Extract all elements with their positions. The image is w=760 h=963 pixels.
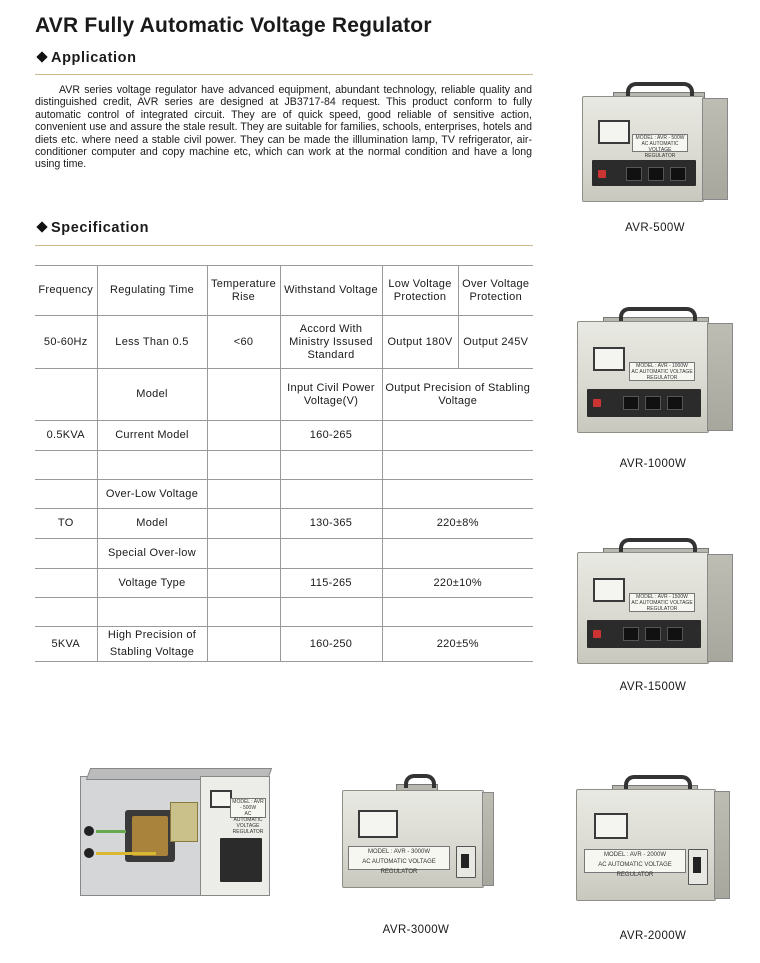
table-cell [207,569,280,598]
table-row [35,451,533,480]
table-cell: 50-60Hz [43,335,88,348]
table-cell: 5KVA [51,637,80,650]
table-cell: 220±5% [382,627,533,662]
table-cell: Over-Low Voltage [97,480,207,509]
table-cell [280,598,382,627]
table-cell: Model [97,369,207,421]
table-row [35,266,533,316]
table-cell: 220±8% [382,509,533,539]
table-cell [35,451,97,480]
table-cell: Over Voltage Protection [458,266,533,316]
table-cell [35,539,97,569]
model-plate: MODEL : AVR - 1000W AC AUTOMATIC VOLTAGE REGULATOR [629,362,695,381]
table-row [35,316,533,369]
table-cell [207,421,280,451]
table-cell: Less Than 0.5 [97,316,207,369]
table-cell: 220±10% [382,569,533,598]
table-cell: Input Civil Power Voltage(V) [280,369,382,421]
table-cell: 130-365 [280,509,382,539]
table-cell [280,539,382,569]
specification-table [35,265,533,662]
table-cell: Current Model [97,421,207,451]
table-cell: Accord With Ministry Issused Standard [280,316,382,369]
model-plate: MODEL : AVR - 1500W AC AUTOMATIC VOLTAGE REGULATOR [629,593,695,612]
product-caption: AVR-2000W [619,930,687,942]
table-cell [382,421,533,451]
table-cell [382,598,533,627]
specification-heading: Specification [36,220,149,236]
table-cell: High Precision of Stabling Voltage [97,627,207,662]
table-cell: 0.5KVA [46,429,85,441]
table-cell [280,480,382,509]
table-cell [35,598,97,627]
table-cell: Special Over-low [97,539,207,569]
table-cell [207,627,280,662]
table-cell [97,598,207,627]
product-caption: AVR-3000W [382,924,450,936]
model-plate: MODEL : AVR - 2000W AC AUTOMATIC VOLTAGE REGULATOR [584,849,686,873]
table-cell [207,598,280,627]
product-caption: AVR-1500W [619,681,687,693]
table-cell [280,451,382,480]
table-cell [97,451,207,480]
table-row [35,569,533,598]
table-cell [207,451,280,480]
table-cell [207,369,280,421]
table-cell: Voltage Type [97,569,207,598]
table-cell [382,451,533,480]
table-cell: TO [57,517,74,529]
table-cell [35,569,97,598]
table-cell: Regulating Time [97,266,207,316]
table-cell: Frequency [38,284,94,296]
table-row [35,421,533,451]
table-cell: Model [97,509,207,539]
table-cell: Temperature Rise [207,266,280,316]
table-row [35,539,533,569]
table-cell [207,539,280,569]
table-cell: Low Voltage Protection [382,266,458,316]
application-text: AVR series voltage regulator have advanced equipment, abundant technology, reliable quality and distinguished credit, AVR series are designed at JB3717-84 request. This product conform to fully automatic control of integrated circuit. They are of quick speed, good reliable of sensitive action, convenient use and assure the stale result. They are suitable for families, schools, enterprises, hotels and diets etc. where need a stable civil power. They can be made the illlumination lamp, TV refrigerator, air-conditioner computer and copy machine etc, which can work at the normal condition and have a long using time. [35,84,532,171]
product-image-avr-500w [578,82,730,202]
table-row [35,509,533,539]
application-heading: Application [36,50,137,66]
table-cell [35,369,97,421]
table-cell: 160-265 [280,421,382,451]
product-caption: AVR-1000W [619,458,687,470]
product-image-avr-1000w [573,307,735,435]
table-cell [207,480,280,509]
page-title: AVR Fully Automatic Voltage Regulator [35,14,432,37]
product-image-avr-3000w [338,770,496,890]
table-cell: Output 245V [458,316,533,369]
diamond-bullet-icon [36,221,47,232]
product-caption: AVR-500W [625,222,685,234]
table-cell: Output Precision of Stabling Voltage [382,369,533,421]
table-cell: 115-265 [280,569,382,598]
table-cell [35,480,97,509]
table-row [35,627,533,662]
model-plate: MODEL : AVR - 3000W AC AUTOMATIC VOLTAGE REGULATOR [348,846,450,870]
model-plate: MODEL : AVR - 500W AC AUTOMATIC VOLTAGE REGULATOR [230,798,266,818]
product-image-avr-2000w [572,775,734,903]
table-row [35,369,533,421]
table-cell [382,539,533,569]
table-cell: <60 [207,316,280,369]
model-plate: MODEL : AVR - 500W AC AUTOMATIC VOLTAGE REGULATOR [632,134,688,152]
diamond-bullet-icon [36,51,47,62]
product-image-internal-view [70,768,270,898]
product-image-avr-1500w [573,538,735,666]
table-row [35,598,533,627]
table-cell [207,509,280,539]
table-row [35,480,533,509]
table-cell: 160-250 [280,627,382,662]
table-cell: Output 180V [382,316,458,369]
specification-divider [35,245,533,246]
table-cell [382,480,533,509]
application-divider [35,74,533,75]
table-cell: Withstand Voltage [280,266,382,316]
